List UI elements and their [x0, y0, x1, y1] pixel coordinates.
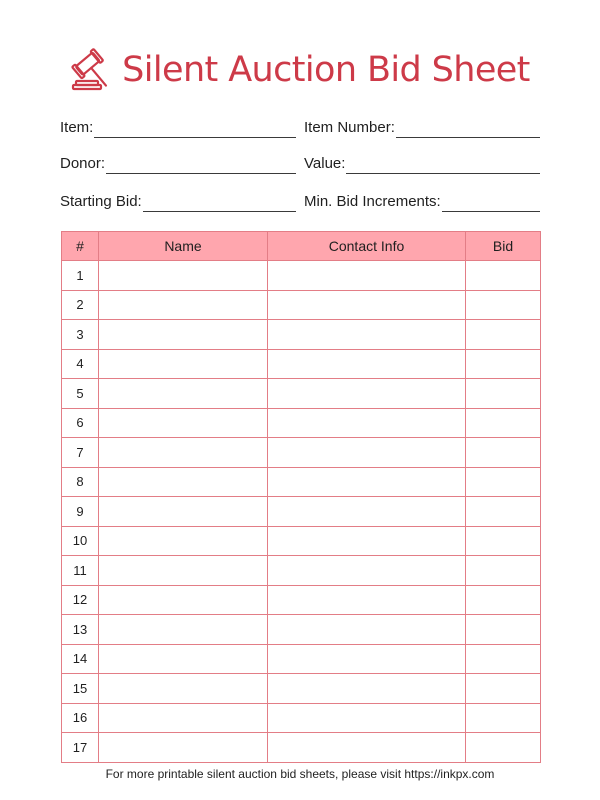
name-cell[interactable] — [99, 733, 268, 763]
bid-cell[interactable] — [466, 320, 541, 350]
table-row — [62, 467, 541, 497]
name-cell[interactable] — [99, 556, 268, 586]
starting-bid-field[interactable] — [60, 188, 296, 212]
name-cell[interactable] — [99, 526, 268, 556]
table-header-row — [62, 232, 541, 261]
bid-cell[interactable] — [466, 408, 541, 438]
row-number-cell: 1 — [62, 261, 99, 291]
bid-cell[interactable] — [466, 556, 541, 586]
donor-label: Donor: — [60, 155, 106, 172]
name-cell[interactable] — [99, 585, 268, 615]
min-bid-increments-label: Min. Bid Increments: — [304, 193, 441, 210]
name-cell[interactable] — [99, 408, 268, 438]
row-number-cell: 14 — [62, 644, 99, 674]
row-number-cell: 15 — [62, 674, 99, 704]
row-number-cell: 9 — [62, 497, 99, 527]
row-number-cell: 2 — [62, 290, 99, 320]
bid-cell[interactable] — [466, 674, 541, 704]
name-cell[interactable] — [99, 438, 268, 468]
row-number-cell: 16 — [62, 703, 99, 733]
value-label: Value: — [304, 155, 346, 172]
contact-info-cell[interactable] — [268, 674, 466, 704]
row-number-cell: 10 — [62, 526, 99, 556]
starting-bid-line[interactable] — [143, 194, 296, 212]
col-header-name: Name — [99, 232, 268, 261]
table-row — [62, 644, 541, 674]
contact-info-cell[interactable] — [268, 320, 466, 350]
col-header-number: # — [62, 232, 99, 261]
contact-info-cell[interactable] — [268, 615, 466, 645]
bid-cell[interactable] — [466, 733, 541, 763]
min-bid-increments-field[interactable] — [304, 188, 540, 212]
bid-cell[interactable] — [466, 261, 541, 291]
row-number-cell: 13 — [62, 615, 99, 645]
row-number-cell: 8 — [62, 467, 99, 497]
name-cell[interactable] — [99, 379, 268, 409]
table-row — [62, 703, 541, 733]
name-cell[interactable] — [99, 320, 268, 350]
starting-bid-label: Starting Bid: — [60, 193, 142, 210]
name-cell[interactable] — [99, 674, 268, 704]
row-number-cell: 11 — [62, 556, 99, 586]
row-number-cell: 12 — [62, 585, 99, 615]
page-header — [0, 40, 600, 100]
contact-info-cell[interactable] — [268, 703, 466, 733]
item-number-line[interactable] — [396, 120, 540, 138]
contact-info-cell[interactable] — [268, 733, 466, 763]
table-row — [62, 733, 541, 763]
table-row — [62, 438, 541, 468]
bid-cell[interactable] — [466, 349, 541, 379]
contact-info-cell[interactable] — [268, 526, 466, 556]
bid-table — [61, 231, 541, 763]
name-cell[interactable] — [99, 467, 268, 497]
item-line[interactable] — [94, 120, 296, 138]
bid-cell[interactable] — [466, 438, 541, 468]
contact-info-cell[interactable] — [268, 497, 466, 527]
footer-note: For more printable silent auction bid sheets, please visit https://inkpx.com — [105, 767, 495, 781]
row-number-cell: 3 — [62, 320, 99, 350]
name-cell[interactable] — [99, 497, 268, 527]
name-cell[interactable] — [99, 290, 268, 320]
donor-line[interactable] — [106, 156, 296, 174]
table-row — [62, 261, 541, 291]
bid-cell[interactable] — [466, 379, 541, 409]
item-field[interactable] — [60, 114, 296, 138]
table-row — [62, 615, 541, 645]
row-number-cell: 4 — [62, 349, 99, 379]
name-cell[interactable] — [99, 261, 268, 291]
contact-info-cell[interactable] — [268, 644, 466, 674]
page-title: Silent Auction Bid Sheet — [122, 50, 530, 90]
name-cell[interactable] — [99, 615, 268, 645]
row-number-cell: 7 — [62, 438, 99, 468]
bid-cell[interactable] — [466, 497, 541, 527]
donor-field[interactable] — [60, 150, 296, 174]
contact-info-cell[interactable] — [268, 438, 466, 468]
item-number-label: Item Number: — [304, 119, 395, 136]
table-row — [62, 497, 541, 527]
bid-cell[interactable] — [466, 467, 541, 497]
min-bid-increments-line[interactable] — [442, 194, 540, 212]
value-field[interactable] — [304, 150, 540, 174]
contact-info-cell[interactable] — [268, 556, 466, 586]
bid-cell[interactable] — [466, 703, 541, 733]
table-row — [62, 674, 541, 704]
contact-info-cell[interactable] — [268, 408, 466, 438]
gavel-icon — [70, 47, 116, 93]
name-cell[interactable] — [99, 703, 268, 733]
bid-cell[interactable] — [466, 644, 541, 674]
col-header-contact-info: Contact Info — [268, 232, 466, 261]
name-cell[interactable] — [99, 644, 268, 674]
table-row — [62, 585, 541, 615]
col-header-bid: Bid — [466, 232, 541, 261]
bid-cell[interactable] — [466, 585, 541, 615]
item-number-field[interactable] — [304, 114, 540, 138]
bid-cell[interactable] — [466, 526, 541, 556]
row-number-cell: 17 — [62, 733, 99, 763]
contact-info-cell[interactable] — [268, 379, 466, 409]
contact-info-cell[interactable] — [268, 261, 466, 291]
table-row — [62, 379, 541, 409]
bid-cell[interactable] — [466, 290, 541, 320]
row-number-cell: 5 — [62, 379, 99, 409]
value-line[interactable] — [346, 156, 540, 174]
table-row — [62, 526, 541, 556]
contact-info-cell[interactable] — [268, 467, 466, 497]
table-row — [62, 349, 541, 379]
name-cell[interactable] — [99, 349, 268, 379]
bid-cell[interactable] — [466, 615, 541, 645]
table-row — [62, 556, 541, 586]
row-number-cell: 6 — [62, 408, 99, 438]
table-row — [62, 320, 541, 350]
contact-info-cell[interactable] — [268, 585, 466, 615]
contact-info-cell[interactable] — [268, 290, 466, 320]
table-row — [62, 290, 541, 320]
table-row — [62, 408, 541, 438]
item-label: Item: — [60, 119, 94, 136]
contact-info-cell[interactable] — [268, 349, 466, 379]
